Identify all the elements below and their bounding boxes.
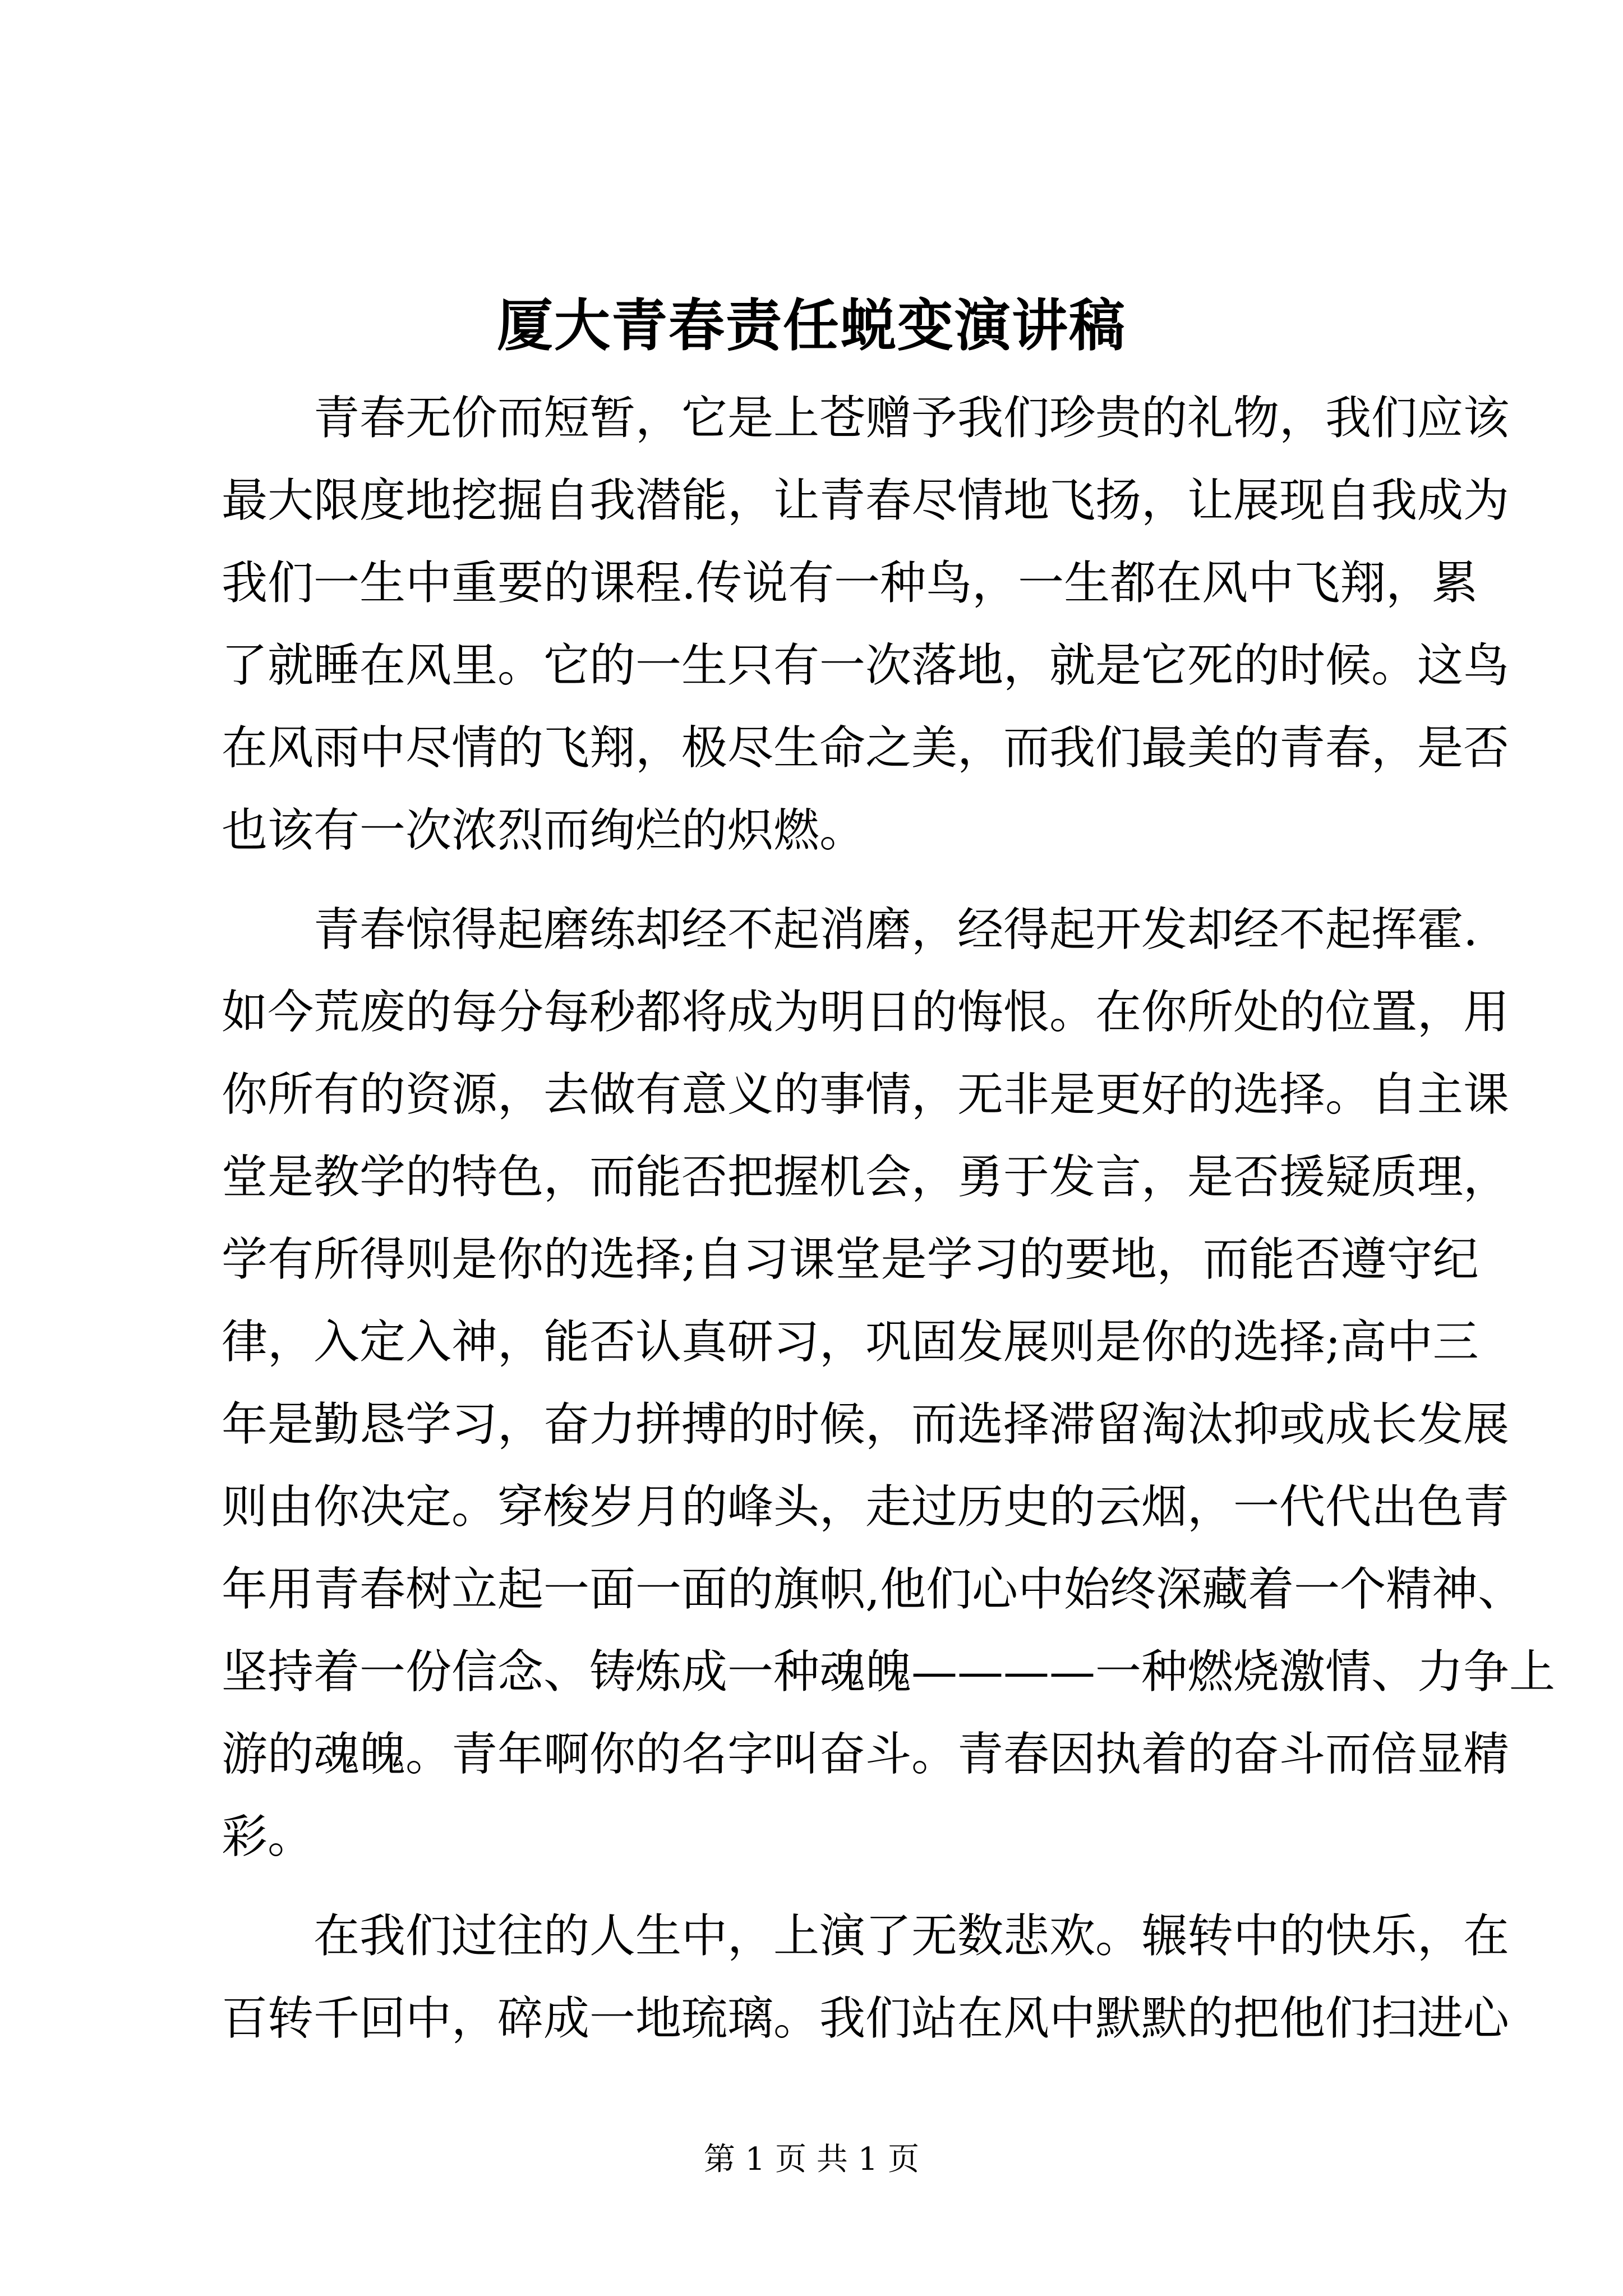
paragraph-3	[222, 1895, 1510, 2060]
text-line: 了就睡在风里。它的一生只有一次落地，就是它死的时候。这鸟	[222, 639, 1510, 692]
text-line: 在风雨中尽情的飞翔，极尽生命之美，而我们最美的青春，是否	[222, 721, 1510, 775]
text-line: 最大限度地挖掘自我潜能，让青春尽情地飞扬，让展现自我成为	[222, 474, 1510, 527]
paragraph-1	[222, 377, 1510, 872]
text-line: 堂是教学的特色，而能否把握机会，勇于发言，是否援疑质理，	[222, 1151, 1510, 1204]
text-line: 游的魂魄。青年啊你的名字叫奋斗。青春因执着的奋斗而倍显精	[222, 1728, 1510, 1781]
text-line: 青春无价而短暂，它是上苍赠予我们珍贵的礼物，我们应该	[313, 392, 1510, 445]
text-line: 则由你决定。穿梭岁月的峰头，走过历史的云烟，一代代出色青	[222, 1480, 1510, 1534]
text-line: 百转千回中，碎成一地琉璃。我们站在风中默默的把他们扫进心	[222, 1992, 1510, 2045]
document-body	[222, 377, 1556, 2060]
document-title: 厦大青春责任蜕变演讲稿	[497, 292, 1126, 358]
text-line: 也该有一次浓烈而绚烂的炽燃。	[222, 804, 866, 857]
text-line: 如今荒废的每分每秒都将成为明日的悔恨。在你所处的位置，用	[222, 986, 1510, 1039]
text-line: 年用青春树立起一面一面的旗帜,他们心中始终深藏着一个精神、	[222, 1563, 1524, 1616]
text-line: 我们一生中重要的课程.传说有一种鸟，一生都在风中飞翔，累	[222, 556, 1478, 610]
paragraph-2	[222, 889, 1556, 1878]
text-line: 坚持着一份信念、铸炼成一种魂魄————一种燃烧激情、力争上	[222, 1645, 1556, 1699]
text-line: 在我们过往的人生中，上演了无数悲欢。辗转中的快乐，在	[313, 1910, 1510, 1963]
text-line: 彩。	[222, 1810, 314, 1864]
text-line: 青春惊得起磨练却经不起消磨，经得起开发却经不起挥霍.	[313, 903, 1478, 956]
text-line: 年是勤恳学习，奋力拼搏的时候，而选择滞留淘汰抑或成长发展	[222, 1398, 1510, 1451]
text-line: 律，入定入神，能否认真研习，巩固发展则是你的选择;高中三	[222, 1315, 1479, 1369]
page-footer: 第 1 页 共 1 页	[703, 2141, 920, 2178]
text-line: 你所有的资源，去做有意义的事情，无非是更好的选择。自主课	[222, 1068, 1510, 1121]
text-line: 学有所得则是你的选择;自习课堂是学习的要地，而能否遵守纪	[222, 1233, 1479, 1286]
